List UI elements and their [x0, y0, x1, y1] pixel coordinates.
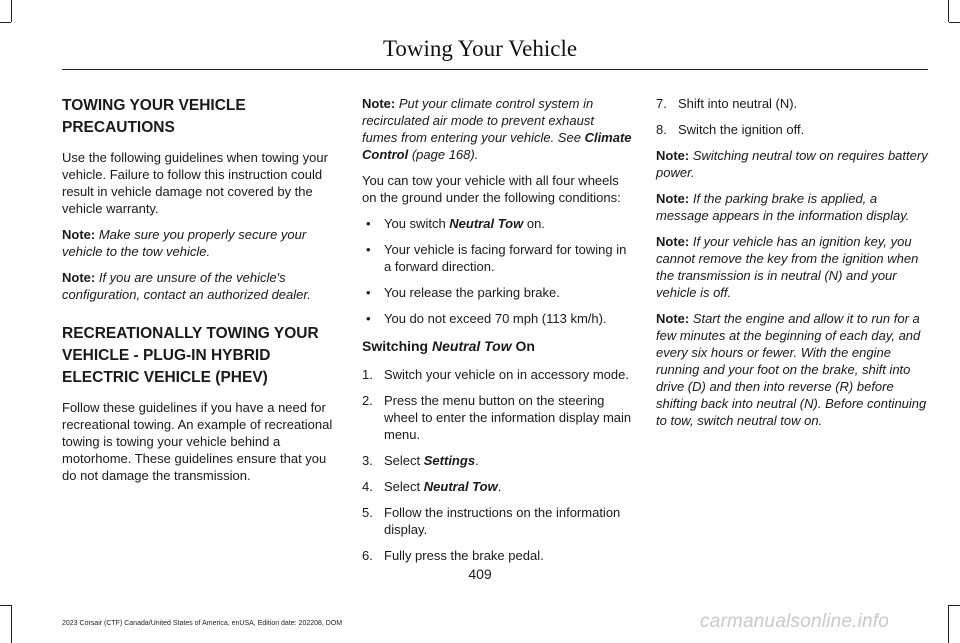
list-item: 4. Select Neutral Tow.	[362, 479, 502, 494]
section-heading-recreational-line1: RECREATIONALLY TOWING YOUR	[62, 325, 319, 342]
list-item: 1. Switch your vehicle on in accessory mode.	[362, 367, 629, 382]
intro-paragraph: Use the following guidelines when towing your vehicle. Failure to follow this instruction could result in vehicle damage not covered by the vehicle warranty.	[62, 150, 328, 216]
note-secure-vehicle: Note: Make sure you properly secure your vehicle to the tow vehicle.	[62, 227, 307, 259]
crop-mark-bottom-left-v	[11, 605, 12, 643]
note-engine-run: Note: Start the engine and allow it to run for a few minutes at the beginning of each day, and every six hours or fewer. With the engine running and your foot on the brake, shift into drive (D) and then into reverse (R) before shifting back into neutral (N). Before continuing to tow, switch neutral tow on.	[656, 311, 927, 428]
list-item: • Your vehicle is facing forward for towing in a forward direction.	[362, 241, 632, 275]
list-item: 8. Switch the ignition off.	[656, 122, 805, 137]
note-configuration: Note: If you are unsure of the vehicle's configuration, contact an authorized dealer.	[62, 270, 311, 302]
page-number: 409	[468, 566, 492, 582]
column-right	[656, 95, 928, 438]
section-heading-towing-precautions-line1: TOWING YOUR VEHICLE	[62, 97, 246, 114]
watermark: carmanualsonline.info	[700, 611, 890, 632]
column-middle	[362, 95, 632, 573]
page-header-title: Towing Your Vehicle	[382, 36, 578, 61]
header-divider	[62, 69, 928, 70]
section-heading-recreational-line3: ELECTRIC VEHICLE (PHEV)	[62, 369, 268, 386]
list-item: 6. Fully press the brake pedal.	[362, 548, 544, 563]
section-heading-towing-precautions-line2: PRECAUTIONS	[62, 119, 175, 136]
list-item: 5. Follow the instructions on the information display.	[362, 505, 621, 537]
list-item: 3. Select Settings.	[362, 453, 479, 468]
list-item: 2. Press the menu button on the steering wheel to enter the information display main menu.	[362, 393, 632, 442]
column-left	[62, 95, 338, 493]
note-ignition-key: Note: If your vehicle has an ignition key, you cannot remove the key from the ignition when the transmission is in neutral (N) and your vehicle is off.	[656, 234, 919, 300]
subheading-switching-neutral-tow: Switching Neutral Tow On	[362, 338, 535, 354]
section-heading-recreational-line2: VEHICLE - PLUG-IN HYBRID	[62, 347, 271, 364]
steps-list-continued	[656, 95, 928, 138]
note-parking-brake: Note: If the parking brake is applied, a message appears in the information display.	[656, 191, 910, 223]
crop-mark-top-right-v	[948, 0, 949, 22]
crop-mark-top-left-h	[0, 22, 11, 23]
crop-mark-top-right-h	[949, 22, 960, 23]
crop-mark-top-left-v	[11, 0, 12, 22]
list-item: 7. Shift into neutral (N).	[656, 96, 798, 111]
crop-mark-bottom-right-h	[949, 605, 960, 606]
crop-mark-bottom-right-v	[948, 605, 949, 643]
list-item: • You do not exceed 70 mph (113 km/h).	[362, 310, 632, 327]
steps-list	[362, 366, 632, 564]
crop-mark-bottom-left-h	[0, 605, 11, 606]
note-climate-control: Note: Put your climate control system in recirculated air mode to prevent exhaust fumes from entering your vehicle. See Climate Control (page 168).	[362, 96, 632, 162]
conditions-paragraph: You can tow your vehicle with all four wheels on the ground under the following conditions:	[362, 173, 621, 205]
recreational-paragraph: Follow these guidelines if you have a need for recreational towing. An example of recreational towing is towing your vehicle behind a motorhome. These guidelines ensure that you do not damage the transmission.	[62, 400, 333, 483]
conditions-list	[362, 215, 632, 327]
climate-control-link[interactable]: Climate Control	[362, 130, 632, 162]
note-battery-power: Note: Switching neutral tow on requires battery power.	[656, 148, 928, 180]
list-item: • You switch Neutral Tow on.	[362, 215, 632, 232]
list-item: • You release the parking brake.	[362, 284, 632, 301]
footer-edition-info: 2023 Corsair (CTF) Canada/United States of America, enUSA, Edition date: 202208, DOM	[62, 620, 343, 627]
